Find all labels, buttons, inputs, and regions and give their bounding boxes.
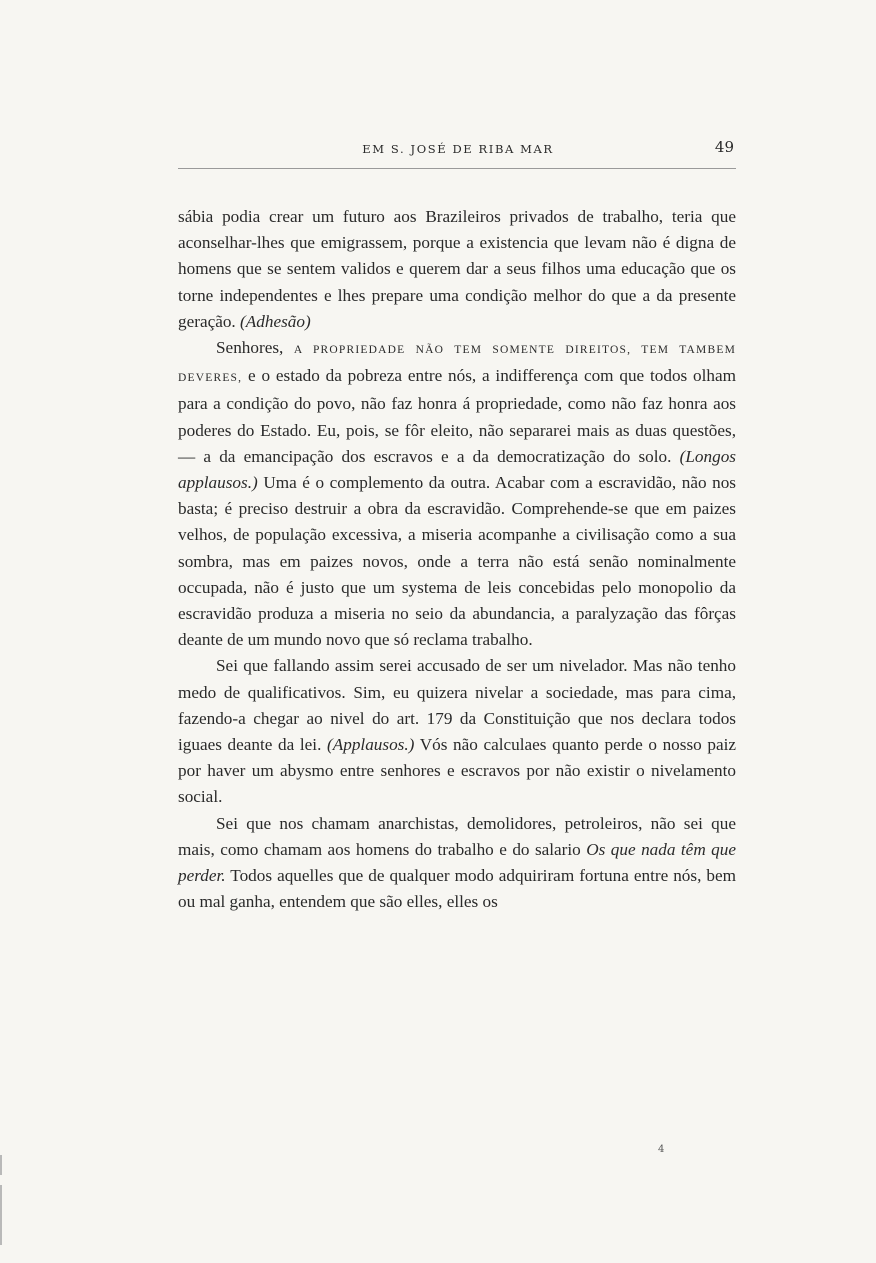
running-head: EM S. JOSÉ DE RIBA MAR (362, 142, 554, 156)
margin-mark (0, 1155, 2, 1175)
italic-text: (Applausos.) (327, 735, 415, 755)
italic-text: (Adhesão) (240, 311, 311, 331)
paragraph-text: e o estado da pobreza entre nós, a indifferença com que todos olham para a condição do povo, não faz honra á propriedade, como não faz honra aos poderes do Estado. Eu, pois, se fôr eleito, não separarei mais as duas questões, — a da emancipação dos escravos e a da democratização do solo. (178, 366, 736, 466)
paragraph-text: Uma é o complemento da outra. Acabar com a escravidão, não nos basta; é preciso destruir a obra da escravidão. Comprehende-se que em paizes velhos, de população excessiva, a miseria acompanhe a civilisação como a sua sombra, mas em paizes novos, onde a terra não está senão nominalmente occupada, não é justo que um systema de leis concebidas pelo monopolio da escravidão produza a miseria no seio da abundancia, a paralyzação das fôrças deante de um mundo novo que só reclama trabalho. (178, 473, 736, 650)
paragraph (178, 811, 736, 916)
page-number: 49 (714, 138, 734, 156)
paragraph-text: Sei que fallando assim serei accusado de ser um nivelador. Mas não tenho medo de qualificativos. Sim, eu quizera nivelar a sociedade, mas para cima, fazendo-a chegar ao nivel do art. 179 da Constituição que nos declara todos iguaes deante da lei. (178, 656, 736, 755)
header-rule (178, 168, 736, 169)
smallcaps-text: A PROPRIEDADE NÃO TEM SOMENTE DIREITOS, TEM TAMBEM DEVERES, (178, 344, 736, 385)
italic-text: (Longos applausos.) (178, 446, 736, 493)
body-text (178, 204, 736, 915)
paragraph-text: sábia podia crear um futuro aos Brazileiros privados de trabalho, teria que aconselhar-lhes que emigrassem, porque a existencia que levam não é digna de homens que se sentem validos e querem dar a seus filhos uma educação que os torne independentes e lhes prepare uma condição melhor do que a da presente geração. (178, 207, 736, 331)
italic-text: Os que nada têm que perder. (178, 839, 737, 886)
paragraph (178, 335, 736, 653)
signature-mark: 4 (658, 1144, 665, 1155)
paragraph (178, 653, 736, 810)
page-header (178, 138, 738, 162)
paragraph-text: Senhores, (216, 338, 294, 358)
paragraph-text: Vós não calculaes quanto perde o nosso paiz por haver um abysmo entre senhores e escravos por não existir o nivelamento social. (178, 735, 736, 807)
margin-mark (0, 1185, 2, 1245)
paragraph (178, 204, 736, 335)
paragraph-text: Todos aquelles que de qualquer modo adquiriram fortuna entre nós, bem ou mal ganha, entendem que são elles, elles os (178, 866, 736, 912)
paragraph-text: Sei que nos chamam anarchistas, demolidores, petroleiros, não sei que mais, como chamam aos homens do trabalho e do salario (178, 813, 736, 859)
